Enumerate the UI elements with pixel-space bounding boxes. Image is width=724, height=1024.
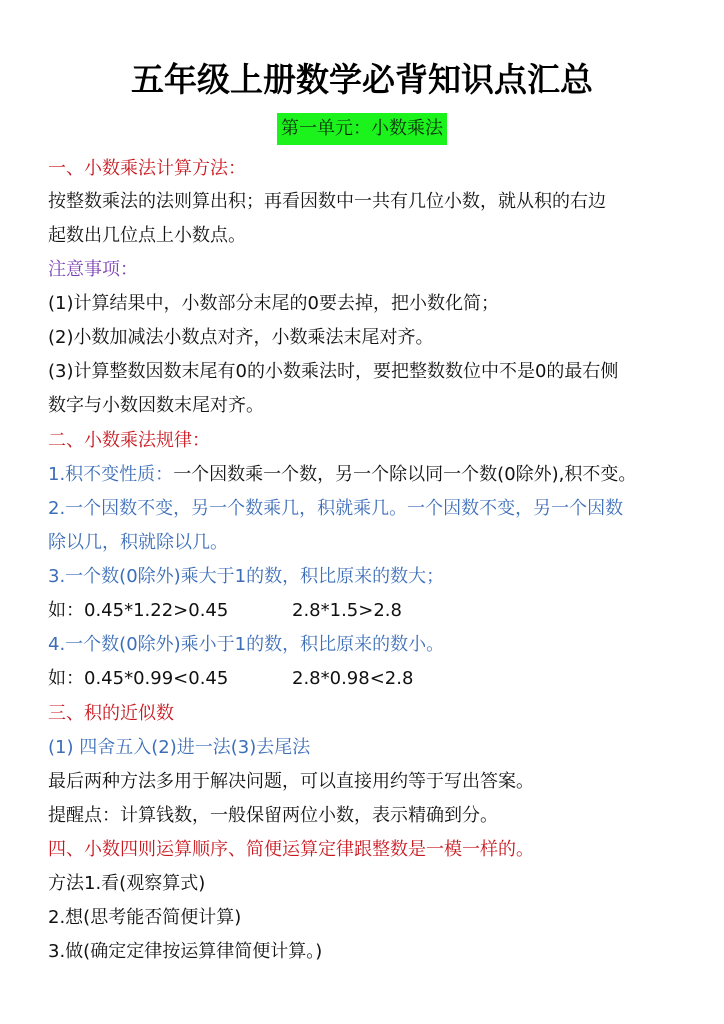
example-1a: 如：0.45*1.22>0.45 [48,600,229,621]
rule-1 [48,463,636,487]
section1-body-line1: 按整数乘法的法则算出积；再看因数中一共有几位小数，就从积的右边 [48,191,606,212]
step-3: 3.做(确定定律按运算律简便计算。) [48,941,323,962]
approx-reminder: 提醒点：计算钱数，一般保留两位小数，表示精确到分。 [48,805,498,826]
note-3-line1: (3)计算整数因数末尾有0的小数乘法时，要把整数数位中不是0的最右侧 [48,361,619,382]
rule-2-line1: 2.一个因数不变，另一个数乘几，积就乘几。一个因数不变，另一个因数 [48,498,624,519]
note-1: (1)计算结果中，小数部分末尾的0要去掉，把小数化简； [48,293,499,314]
page-title: 五年级上册数学必背知识点汇总 [131,60,593,99]
step-2: 2.想(思考能否简便计算) [48,907,242,928]
section1-body-line2: 起数出几位点上小数点。 [48,225,246,246]
notes-heading: 注意事项： [48,259,138,280]
step-1: 方法1.看(观察算式) [48,873,206,894]
example-1b: 2.8*1.5>2.8 [292,600,402,621]
rule-3: 3.一个数(0除外)乘大于1的数，积比原来的数大； [48,566,445,587]
example-2a: 如：0.45*0.99<0.45 [48,668,229,689]
note-2: (2)小数加减法小数点对齐，小数乘法末尾对齐。 [48,327,434,348]
example-2b: 2.8*0.98<2.8 [292,668,414,689]
unit-label-badge: 第一单元：小数乘法 [277,113,447,145]
rule-1-label: 1.积不变性质： [48,464,174,485]
approx-body: 最后两种方法多用于解决问题，可以直接用约等于写出答案。 [48,771,534,792]
rule-1-text: 一个因数乘一个数，另一个除以同一个数(0除外),积不变。 [173,464,637,485]
section1-heading: 一、小数乘法计算方法： [48,158,246,179]
unit-label-container [0,113,724,145]
rule-4: 4.一个数(0除外)乘小于1的数，积比原来的数小。 [48,634,445,655]
note-3-line2: 数字与小数因数末尾对齐。 [48,395,264,416]
section3-heading: 三、积的近似数 [48,703,174,724]
rule-2-line2: 除以几，积就除以几。 [48,532,228,553]
section2-heading: 二、小数乘法规律： [48,430,210,451]
section4-heading: 四、小数四则运算顺序、简便运算定律跟整数是一模一样的。 [48,839,534,860]
approx-methods: (1) 四舍五入(2)进一法(3)去尾法 [48,737,311,758]
